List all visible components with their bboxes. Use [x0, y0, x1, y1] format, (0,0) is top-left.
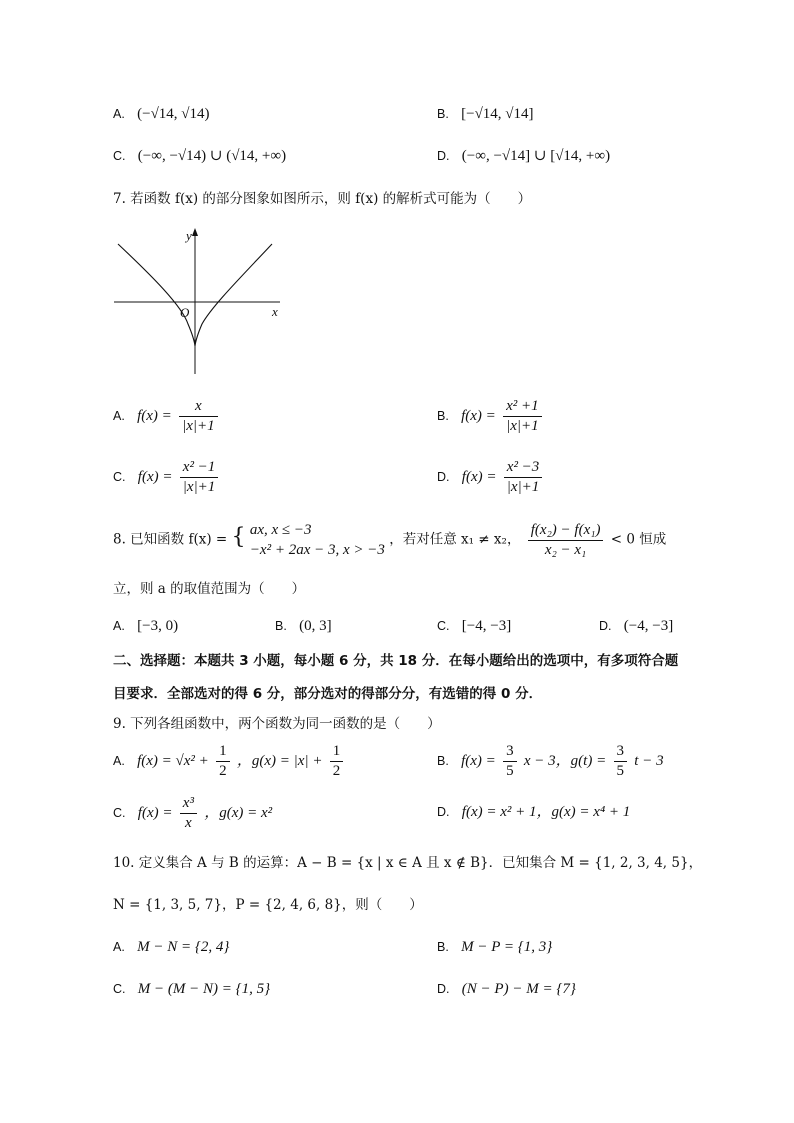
- q8-case-2: −x² + 2ax − 3, x > −3: [249, 542, 385, 558]
- q7-function-graph: [112, 226, 284, 376]
- q10-option-d: [437, 979, 576, 999]
- q7-option-b-denominator: |x|+1: [506, 418, 539, 434]
- q7-option-c-denominator: |x|+1: [182, 479, 216, 495]
- q8-option-b: [275, 616, 332, 636]
- q9-option-b-fraction1-den: 5: [506, 763, 514, 779]
- q7-option-b-label: B.: [437, 409, 449, 423]
- q7-option-a-numerator: x: [179, 397, 218, 417]
- q10-option-b-text: M − P = {1, 3}: [461, 939, 553, 955]
- q9-option-a-fraction2-den: 2: [332, 763, 341, 779]
- q10-option-d-text: (N − P) − M = {7}: [461, 981, 576, 997]
- q9-option-a: [113, 742, 346, 781]
- q10-option-b: [437, 937, 552, 957]
- q7-option-a-label: A.: [113, 409, 125, 423]
- q8-fraction: [528, 521, 604, 560]
- q9-option-b: [437, 742, 664, 781]
- q7-option-a-lhs: f(x) =: [137, 408, 172, 424]
- q9-option-b-fraction1: [503, 742, 517, 781]
- q9-option-b-fraction2-num: 3: [614, 742, 628, 762]
- q6-option-d-label: D.: [437, 149, 450, 163]
- q6-option-b-text: [−√14, √14]: [461, 106, 534, 122]
- q9-option-a-label: A.: [113, 754, 125, 768]
- q9-option-c-text2: ，g(x) = x²: [204, 805, 273, 821]
- q9-option-b-label: B.: [437, 754, 449, 768]
- q10-option-a: [113, 937, 229, 957]
- q8-fraction-numerator: f(x₂) − f(x₁): [528, 521, 604, 541]
- q9-option-a-text1: f(x) = √x² +: [137, 753, 209, 769]
- q7-option-c-numerator: x² −1: [180, 458, 219, 478]
- q7-option-b-fraction: [503, 397, 542, 436]
- q9-option-c-fraction-num: x³: [180, 794, 197, 814]
- q7-option-d: [437, 458, 545, 497]
- q6-option-c-label: C.: [113, 149, 126, 163]
- q7-option-a-fraction: [179, 397, 218, 436]
- q8-option-d-text: (−4, −3]: [623, 618, 674, 634]
- graph-x-label: x: [272, 304, 278, 319]
- q10-option-c-label: C.: [113, 982, 126, 996]
- q10-option-a-label: A.: [113, 940, 125, 954]
- q9-option-b-text1: f(x) =: [461, 753, 496, 769]
- graph-origin-label: O: [180, 305, 190, 320]
- q8-stem: [113, 520, 666, 560]
- q7-option-d-lhs: f(x) =: [461, 469, 497, 485]
- q9-option-c: [113, 794, 272, 833]
- q6-option-a: [113, 104, 210, 124]
- q9-option-d: [437, 802, 630, 822]
- q9-option-b-text3: t − 3: [634, 753, 664, 769]
- q10-option-c-text: M − (M − N) = {1, 5}: [137, 981, 271, 997]
- q8-option-a-text: [−3, 0): [137, 618, 179, 634]
- q7-option-c-label: C.: [113, 470, 126, 484]
- q8-option-c-text: [−4, −3]: [461, 618, 512, 634]
- graph-y-label: y: [186, 228, 192, 243]
- q9-option-c-label: C.: [113, 806, 126, 820]
- q9-stem: 9. 下列各组函数中，两个函数为同一函数的是（ ）: [113, 716, 441, 732]
- q7-option-c-lhs: f(x) =: [137, 469, 173, 485]
- q10-option-a-text: M − N = {2, 4}: [137, 939, 230, 955]
- q9-option-b-text2: x − 3，g(t) =: [523, 753, 607, 769]
- q7-option-d-denominator: |x|+1: [506, 479, 540, 495]
- q9-option-c-fraction: [180, 794, 197, 833]
- q10-option-b-label: B.: [437, 940, 449, 954]
- q8-brace: {: [231, 524, 246, 550]
- q9-option-b-fraction1-num: 3: [503, 742, 517, 762]
- q7-option-c: [113, 458, 221, 497]
- q8-option-b-text: (0, 3]: [299, 618, 332, 634]
- q7-option-d-numerator: x² −3: [504, 458, 543, 478]
- q8-suffix: < 0 恒成: [610, 531, 667, 548]
- q9-option-d-text: f(x) = x² + 1，g(x) = x⁴ + 1: [461, 804, 631, 820]
- q7-option-a-denominator: |x|+1: [182, 418, 215, 434]
- q6-option-d-text: (−∞, −√14] ∪ [√14, +∞): [461, 148, 611, 164]
- q7-stem: 7. 若函数 f(x) 的部分图象如图所示，则 f(x) 的解析式可能为（ ）: [113, 191, 532, 207]
- q9-option-c-text1: f(x) =: [137, 805, 173, 821]
- q6-option-c: [113, 146, 286, 166]
- q9-option-d-label: D.: [437, 805, 450, 819]
- q8-option-d: [599, 616, 673, 636]
- q8-option-c: [437, 616, 511, 636]
- q10-stem-line1: 10. 定义集合 A 与 B 的运算：A − B = {x | x ∈ A 且 x ∉ B}．已知集合 M = {1, 2, 3, 4, 5}，: [113, 855, 703, 871]
- q8-option-c-label: C.: [437, 619, 450, 633]
- q6-option-d: [437, 146, 610, 166]
- q9-option-a-text2: ，g(x) = |x| +: [236, 753, 323, 769]
- q8-option-d-label: D.: [599, 619, 612, 633]
- q8-mid: ，若对任意 x₁ ≠ x₂，: [389, 531, 521, 548]
- q10-option-d-label: D.: [437, 982, 450, 996]
- q6-option-a-label: A.: [113, 107, 125, 121]
- q9-option-c-fraction-den: x: [185, 815, 192, 831]
- q8-piecewise-cases: [250, 520, 385, 560]
- q10-option-c: [113, 979, 270, 999]
- q7-option-a: [113, 397, 221, 436]
- q8-option-b-label: B.: [275, 619, 287, 633]
- q7-option-b: [437, 397, 545, 436]
- q9-option-b-fraction2-den: 5: [616, 763, 624, 779]
- q8-fraction-denominator: x₂ − x₁: [544, 541, 587, 558]
- q9-option-a-fraction1: [216, 742, 230, 781]
- q6-option-b: [437, 104, 534, 124]
- q6-option-c-text: (−∞, −√14) ∪ (√14, +∞): [137, 148, 287, 164]
- q9-option-a-fraction1-den: 2: [219, 763, 227, 779]
- q7-option-b-numerator: x² +1: [503, 397, 542, 417]
- q6-option-b-label: B.: [437, 107, 449, 121]
- q6-option-a-text: (−√14, √14): [137, 106, 210, 122]
- q8-case-1: ax, x ≤ −3: [249, 522, 312, 538]
- q8-prefix: 8. 已知函数 f(x) =: [113, 531, 228, 548]
- q8-option-a-label: A.: [113, 619, 125, 633]
- q7-option-b-lhs: f(x) =: [461, 408, 496, 424]
- q8-stem-line2: 立，则 a 的取值范围为（ ）: [113, 581, 306, 597]
- q7-option-d-label: D.: [437, 470, 450, 484]
- section2-heading-line2: 目要求．全部选对的得 6 分，部分选对的得部分分，有选错的得 0 分．: [113, 686, 543, 702]
- section2-heading-line1: 二、选择题：本题共 3 小题，每小题 6 分，共 18 分．在每小题给出的选项中，有多项符合题: [113, 653, 679, 669]
- q8-option-a: [113, 616, 178, 636]
- graph-y-arrow: [192, 228, 198, 236]
- q9-option-a-fraction2-num: 1: [330, 742, 344, 762]
- q7-option-d-fraction: [504, 458, 543, 497]
- q9-option-b-fraction2: [614, 742, 628, 781]
- q9-option-a-fraction1-num: 1: [216, 742, 230, 762]
- q7-option-c-fraction: [180, 458, 219, 497]
- q9-option-a-fraction2: [330, 742, 344, 781]
- q10-stem-line2: N = {1, 3, 5, 7}，P = {2, 4, 6, 8}，则（ ）: [113, 897, 423, 913]
